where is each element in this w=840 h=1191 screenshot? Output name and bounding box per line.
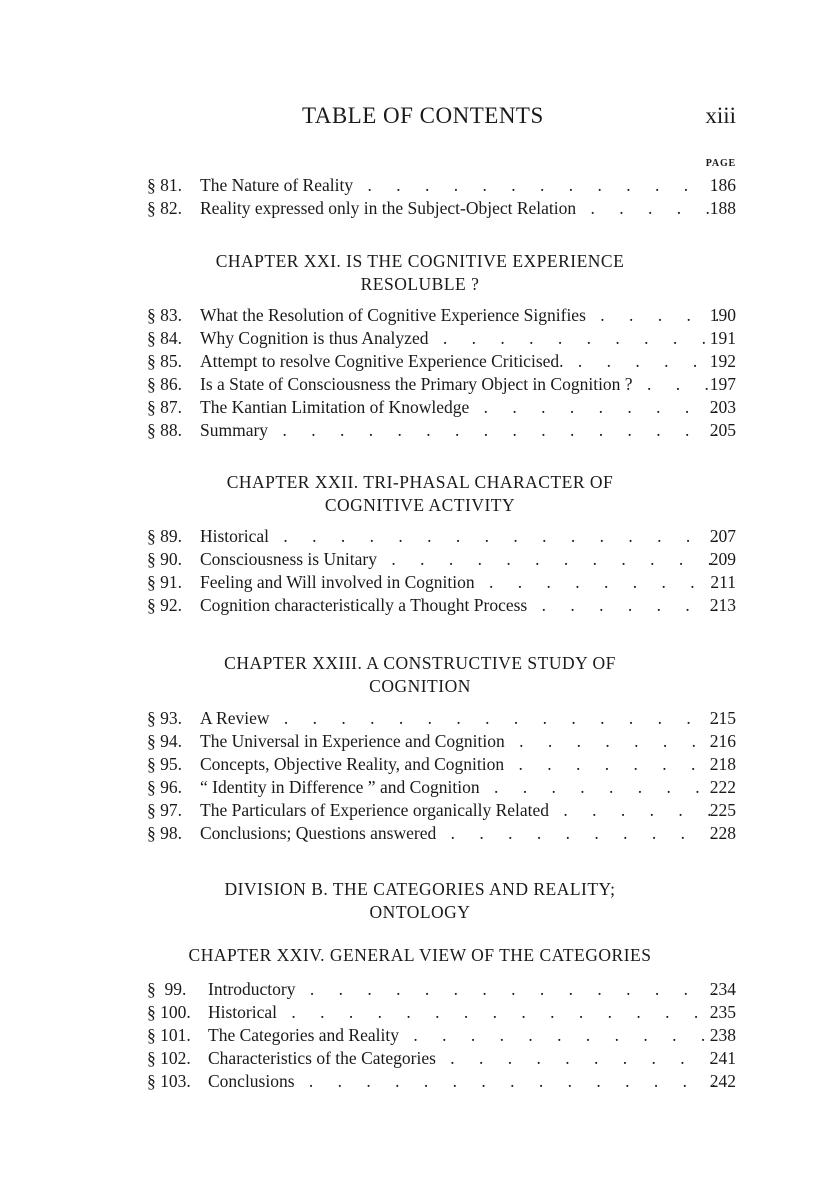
section-number: § 95. — [147, 754, 182, 774]
section-number: § 89. — [147, 526, 182, 546]
section-number: § 85. — [147, 351, 182, 371]
entry-title: Attempt to resolve Cognitive Experience Criticised. . . . — [200, 350, 718, 373]
chapter-heading: CHAPTER XXIV. GENERAL VIEW OF THE CATEGORIES — [188, 945, 652, 965]
entry-page: 188 — [709, 198, 736, 218]
toc-entry[interactable] — [0, 174, 840, 197]
toc-entry[interactable] — [0, 304, 840, 327]
entry-page: 203 — [709, 397, 736, 417]
section-number: § 103. — [147, 1071, 191, 1091]
entry-page: 191 — [709, 328, 736, 348]
entry-title: Is a State of Consciousness the Primary Object in Cognition ? . . . — [200, 373, 718, 396]
chapter-heading-cont: COGNITION — [369, 676, 471, 696]
entry-page: 238 — [709, 1025, 736, 1045]
chapter-heading: CHAPTER XXIII. A CONSTRUCTIVE STUDY OF — [224, 653, 616, 673]
page-column-label: PAGE — [705, 158, 736, 169]
entry-title: Historical . . . — [200, 525, 718, 548]
section-number: § 102. — [147, 1048, 191, 1068]
section-number: § 100. — [147, 1002, 191, 1022]
entry-page: 213 — [709, 595, 736, 615]
entry-page: 207 — [709, 526, 736, 546]
entry-title: Summary . . . — [200, 419, 718, 442]
section-number: § 98. — [147, 823, 182, 843]
entry-page: 242 — [709, 1071, 736, 1091]
entry-page: 222 — [709, 777, 736, 797]
entry-title: The Particulars of Experience organically Related . . . — [200, 799, 718, 822]
toc-entry[interactable] — [0, 548, 840, 571]
toc-section-chapter-xxiv — [0, 978, 840, 1093]
entry-title: Why Cognition is thus Analyzed . . . — [200, 327, 718, 350]
page-number: xiii — [705, 103, 736, 128]
toc-entry[interactable] — [0, 707, 840, 730]
division-heading-cont: ONTOLOGY — [369, 902, 471, 922]
entry-page: 205 — [709, 420, 736, 440]
section-number: § 90. — [147, 549, 182, 569]
entry-title: Conclusions; Questions answered . . . — [200, 822, 718, 845]
toc-entry[interactable] — [0, 799, 840, 822]
entry-page: 228 — [709, 823, 736, 843]
entry-title: Characteristics of the Categories . . . — [208, 1047, 718, 1070]
toc-entry[interactable] — [0, 1024, 840, 1047]
toc-entry[interactable] — [0, 571, 840, 594]
section-number: § 87. — [147, 397, 182, 417]
toc-entry[interactable] — [0, 197, 840, 220]
toc-entry[interactable] — [0, 776, 840, 799]
entry-page: 190 — [709, 305, 736, 325]
section-number: § 86. — [147, 374, 182, 394]
toc-entry[interactable] — [0, 419, 840, 442]
entry-title: Cognition characteristically a Thought Process . . . — [200, 594, 718, 617]
entry-page: 225 — [709, 800, 736, 820]
running-head — [0, 103, 840, 135]
entry-title: The Nature of Reality . . . — [200, 174, 718, 197]
division-heading: DIVISION B. THE CATEGORIES AND REALITY; — [224, 879, 616, 899]
entry-title: The Universal in Experience and Cognition . . . — [200, 730, 718, 753]
toc-section-chapter-xxi — [0, 304, 840, 442]
toc-entry[interactable] — [0, 978, 840, 1001]
toc-entry[interactable] — [0, 373, 840, 396]
toc-entry[interactable] — [0, 1047, 840, 1070]
entry-title: Introductory . . . — [208, 978, 718, 1001]
section-number: § 91. — [147, 572, 182, 592]
toc-section-chapter-xxii — [0, 525, 840, 617]
toc-section-intro — [0, 174, 840, 220]
section-number: § 96. — [147, 777, 182, 797]
entry-title: The Categories and Reality . . . — [208, 1024, 718, 1047]
entry-title: Historical . . . — [208, 1001, 718, 1024]
section-number: § 93. — [147, 708, 182, 728]
entry-page: 218 — [709, 754, 736, 774]
toc-entry[interactable] — [0, 525, 840, 548]
section-number: § 84. — [147, 328, 182, 348]
entry-title: “ Identity in Difference ” and Cognition . . . — [200, 776, 718, 799]
entry-page: 241 — [709, 1048, 736, 1068]
toc-entry[interactable] — [0, 753, 840, 776]
toc-entry[interactable] — [0, 594, 840, 617]
entry-page: 235 — [709, 1002, 736, 1022]
entry-title: Concepts, Objective Reality, and Cognition . . . — [200, 753, 718, 776]
section-number: § 94. — [147, 731, 182, 751]
entry-page: 192 — [709, 351, 736, 371]
page-title: TABLE OF CONTENTS — [302, 103, 544, 128]
section-number: § 81. — [147, 175, 182, 195]
chapter-heading: CHAPTER XXII. TRI-PHASAL CHARACTER OF — [226, 472, 614, 492]
entry-page: 186 — [709, 175, 736, 195]
entry-title: Conclusions . . . — [208, 1070, 718, 1093]
section-number: § 101. — [147, 1025, 191, 1045]
entry-title: Reality expressed only in the Subject-Object Relation . . . — [200, 197, 718, 220]
chapter-heading: CHAPTER XXI. IS THE COGNITIVE EXPERIENCE — [215, 251, 625, 271]
chapter-heading-cont: COGNITIVE ACTIVITY — [324, 495, 516, 515]
entry-page: 234 — [709, 979, 736, 999]
toc-entry[interactable] — [0, 822, 840, 845]
section-number: § 92. — [147, 595, 182, 615]
entry-title: Feeling and Will involved in Cognition . . . — [200, 571, 718, 594]
entry-page: 209 — [709, 549, 736, 569]
toc-entry[interactable] — [0, 350, 840, 373]
entry-page: 197 — [709, 374, 736, 394]
entry-page: 215 — [709, 708, 736, 728]
section-number: § 97. — [147, 800, 182, 820]
section-number: § 88. — [147, 420, 182, 440]
toc-entry[interactable] — [0, 396, 840, 419]
toc-entry[interactable] — [0, 1070, 840, 1093]
toc-entry[interactable] — [0, 730, 840, 753]
entry-title: A Review . . . — [200, 707, 718, 730]
entry-title: What the Resolution of Cognitive Experience Signifies . . . — [200, 304, 718, 327]
entry-page: 216 — [709, 731, 736, 751]
entry-page: 211 — [710, 572, 736, 592]
section-number: § 99. — [147, 979, 187, 999]
toc-entry[interactable] — [0, 327, 840, 350]
entry-title: The Kantian Limitation of Knowledge . . . — [200, 396, 718, 419]
chapter-heading-cont: RESOLUBLE ? — [360, 274, 480, 294]
toc-entry[interactable] — [0, 1001, 840, 1024]
toc-section-chapter-xxiii — [0, 707, 840, 845]
entry-title: Consciousness is Unitary . . . — [200, 548, 718, 571]
section-number: § 83. — [147, 305, 182, 325]
section-number: § 82. — [147, 198, 182, 218]
